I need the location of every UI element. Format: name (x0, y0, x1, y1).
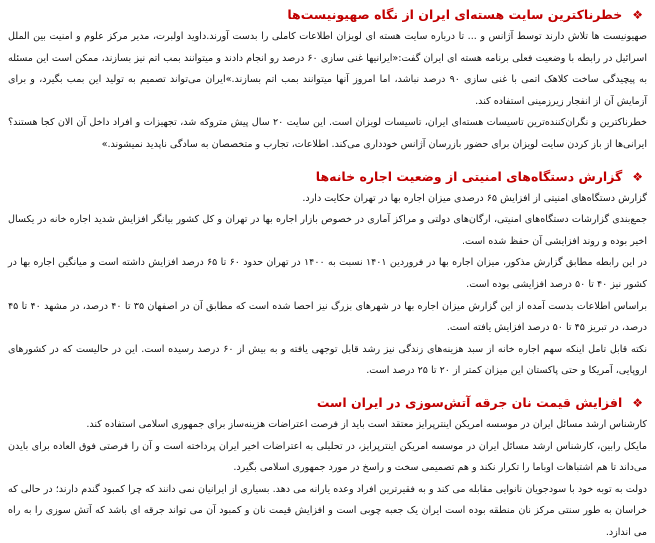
section-nuclear-site (8, 4, 647, 156)
section-title: ❖خطرناکترین سایت هسته‌ای ایران از نگاه صهیونیست‌ها (287, 7, 643, 22)
section-housing-rent (8, 166, 647, 382)
paragraph: کارشناس ارشد مسائل ایران در موسسه امریکن اینترپرایز معتقد است باید از فرصت اعتراضات هزینه‌ساز برای جمهوری اسلامی استفاده کند. (86, 418, 647, 430)
paragraph: مایکل رابین، کارشناس ارشد مسائل ایران در موسسه امریکن اینترپرایز، در تحلیلی به اعتراضات اخیر ایران پرداخته است و آن را فرصتی فوق العاده برای بایدن می‌داند تا هم اشتباهات اوباما را تکرار نکند و هم تصمیمی سخت و راسخ در مورد جمهوری اسلامی بگیرد. (8, 440, 647, 474)
paragraph: صهیونیست ها تلاش دارند توسط آژانس و ... تا درباره سایت هسته ای لویزان اطلاعات کاملی را بدست آورند.داوید اولبرت، مدیر مرکز علوم و امنیت بین الملل اسرائیل در رابطه با وضعیت فعلی برنامه هسته ای ایران گفت:«ایرانیها غنی سازی ۶۰ درصد رو انجام دادند و میتوانند بمب اتم نیز بسازند، ممکن است این مسئله به پیچیدگی ساخت کلاهک اتمی با غنی سازی ۹۰ درصد نباشد، اما امروز آنها میتوانند بمب اتم بسازند.»ایران می‌تواند تصمیم به تولید این بمب بگیرد، و برای آزمایش آن از انفجار زیرزمینی استفاده کند. (8, 31, 648, 107)
bullet-icon: ❖ (632, 8, 643, 22)
bullet-icon: ❖ (632, 395, 643, 410)
paragraph: جمع‌بندی گزارشات دستگاه‌های امنیتی، ارگان‌های دولتی و مراکز آماری در خصوص بازار اجاره بها در تهران و کل کشور بیانگر افزایش شدید اجاره خانه در یکسال اخیر بوده و روند افزایشی آن حفظ شده است. (8, 214, 647, 247)
paragraph: در این رابطه مطابق گزارش مذکور، میزان اجاره بها در فروردین ۱۴۰۱ نسبت به ۱۴۰۰ در تهران حدود ۶۰ تا ۶۵ درصد افزایش داشته است و میانگین اجاره بها در کشور نیز ۴۰ تا ۵۰ درصد افزایشی بوده است. (8, 257, 648, 290)
section-title: ❖افزایش قیمت نان جرقه آتش‌سوزی در ایران است (316, 394, 643, 410)
paragraph: گزارش دستگاه‌های امنیتی از افزایش ۶۵ درصدی میزان اجاره بها در تهران حکایت دارد. (302, 192, 647, 204)
paragraph: براساس اطلاعات بدست آمده از این گزارش میزان اجاره بها در شهرهای بزرگ نیز احصا شده است که مطابق آن در اصفهان ۳۵ تا ۴۰ درصد، در مشهد ۴۰ تا ۴۵ درصد، در تبریز ۴۵ تا ۵۰ درصد افزایش یافته است. (8, 300, 647, 334)
section-bread-price (8, 392, 647, 543)
paragraph: دولت به توبه خود با سودجویان نانوایی مقابله می کند و به فقیرترین افراد وعده یارانه می دهد. بسیاری از ایرانیان نمی دانند که چرا کمبود گندم دارند؛ در حالی که خراسان به طور سنتی مرکز نان منطقه بوده است ایران یک جعبه چوبی است و افزایش قیمت نان و کمبود آن می تواند جرقه ای باشد که آتش سوزی را به راه می اندازد. (8, 483, 647, 538)
paragraph: خطرناکترین و نگران‌کننده‌ترین تاسیسات هسته‌ای ایران، تاسیسات لویزان است. این سایت ۲۰ سال پیش متروکه شد، تجهیزات و افراد داخل آن الان کجا هستند؟ ایرانی‌ها از باز کردن سایت لویزان برای حضور بازرسان آژانس خودداری می‌کند. اطلاعات، تجارب و متخصصان به سادگی ناپدید نمیشوند.» (8, 117, 647, 150)
paragraph: نکته قابل تامل اینکه سهم اجاره خانه از سبد هزینه‌های زندگی نیز رشد قابل توجهی یافته و به بیش از ۶۰ درصد رسیده است. این در حالیست که در کشورهای اروپایی، آمریکا و حتی پاکستان این میزان کمتر از ۲۰ تا ۲۵ درصد است. (8, 343, 647, 377)
section-title: ❖گزارش دستگاه‌های امنیتی از وضعیت اجاره خانه‌ها (315, 168, 643, 184)
bullet-icon: ❖ (632, 169, 643, 184)
